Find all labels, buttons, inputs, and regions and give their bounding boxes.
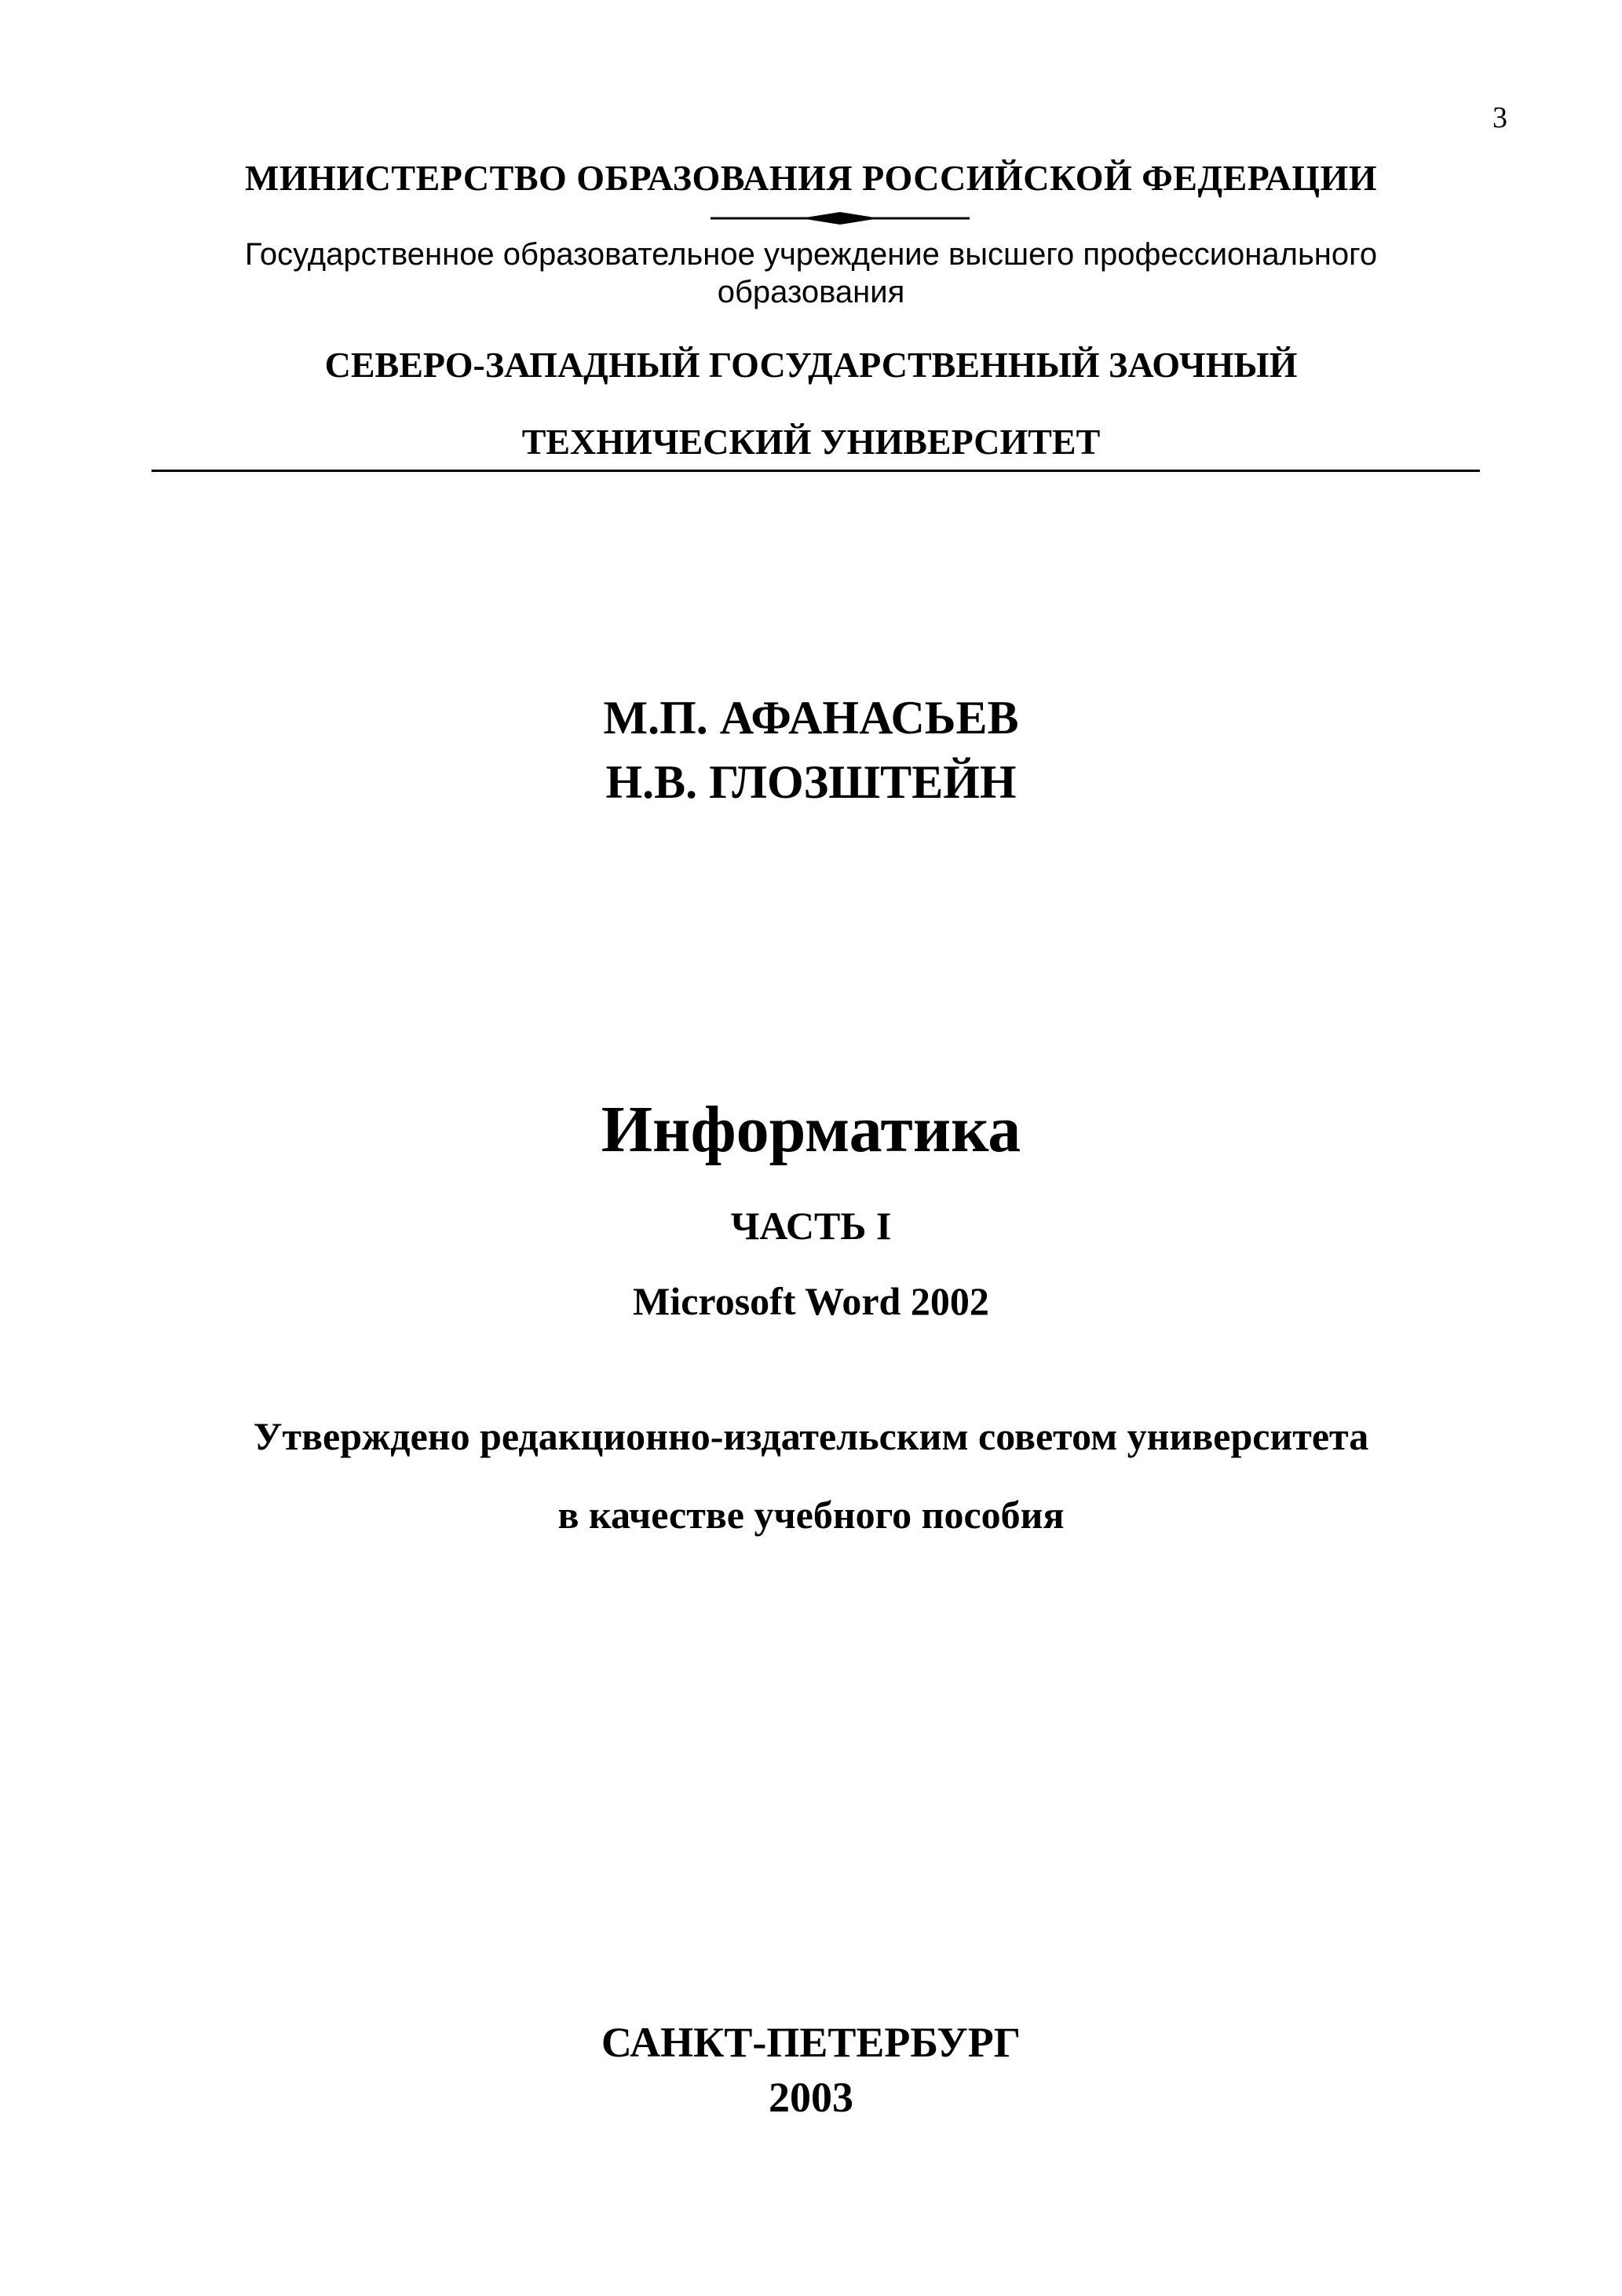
product-name: Microsoft Word 2002: [633, 1279, 989, 1323]
diamond-ornament-divider: [0, 210, 1622, 226]
author-1: М.П. АФАНАСЬЕВ: [603, 692, 1019, 744]
approval-line-2: в качестве учебного пособия: [557, 1493, 1065, 1537]
institution-line-2: образования: [717, 275, 905, 309]
part-label: ЧАСТЬ I: [730, 1204, 892, 1248]
ministry-heading: МИНИСТЕРСТВО ОБРАЗОВАНИЯ РОССИЙСКОЙ ФЕДЕРАЦИИ: [244, 158, 1378, 198]
author-2: Н.В. ГЛОЗШТЕЙН: [605, 756, 1017, 808]
header-rule: [152, 470, 1480, 472]
book-title: Информатика: [601, 1093, 1021, 1166]
publication-year: 2003: [769, 2074, 853, 2121]
publication-city: САНКТ-ПЕТЕРБУРГ: [601, 2019, 1021, 2066]
approval-line-1: Утверждено редакционно-издательским советом университета: [253, 1414, 1369, 1458]
page-number: 3: [1492, 101, 1507, 134]
university-name-line-2: ТЕХНИЧЕСКИЙ УНИВЕРСИТЕТ: [521, 422, 1101, 462]
university-name-line-1: СЕВЕРО-ЗАПАДНЫЙ ГОСУДАРСТВЕННЫЙ ЗАОЧНЫЙ: [324, 345, 1298, 385]
institution-line-1: Государственное образовательное учреждение высшего профессионального: [244, 237, 1378, 272]
institution-type: [0, 236, 1622, 311]
